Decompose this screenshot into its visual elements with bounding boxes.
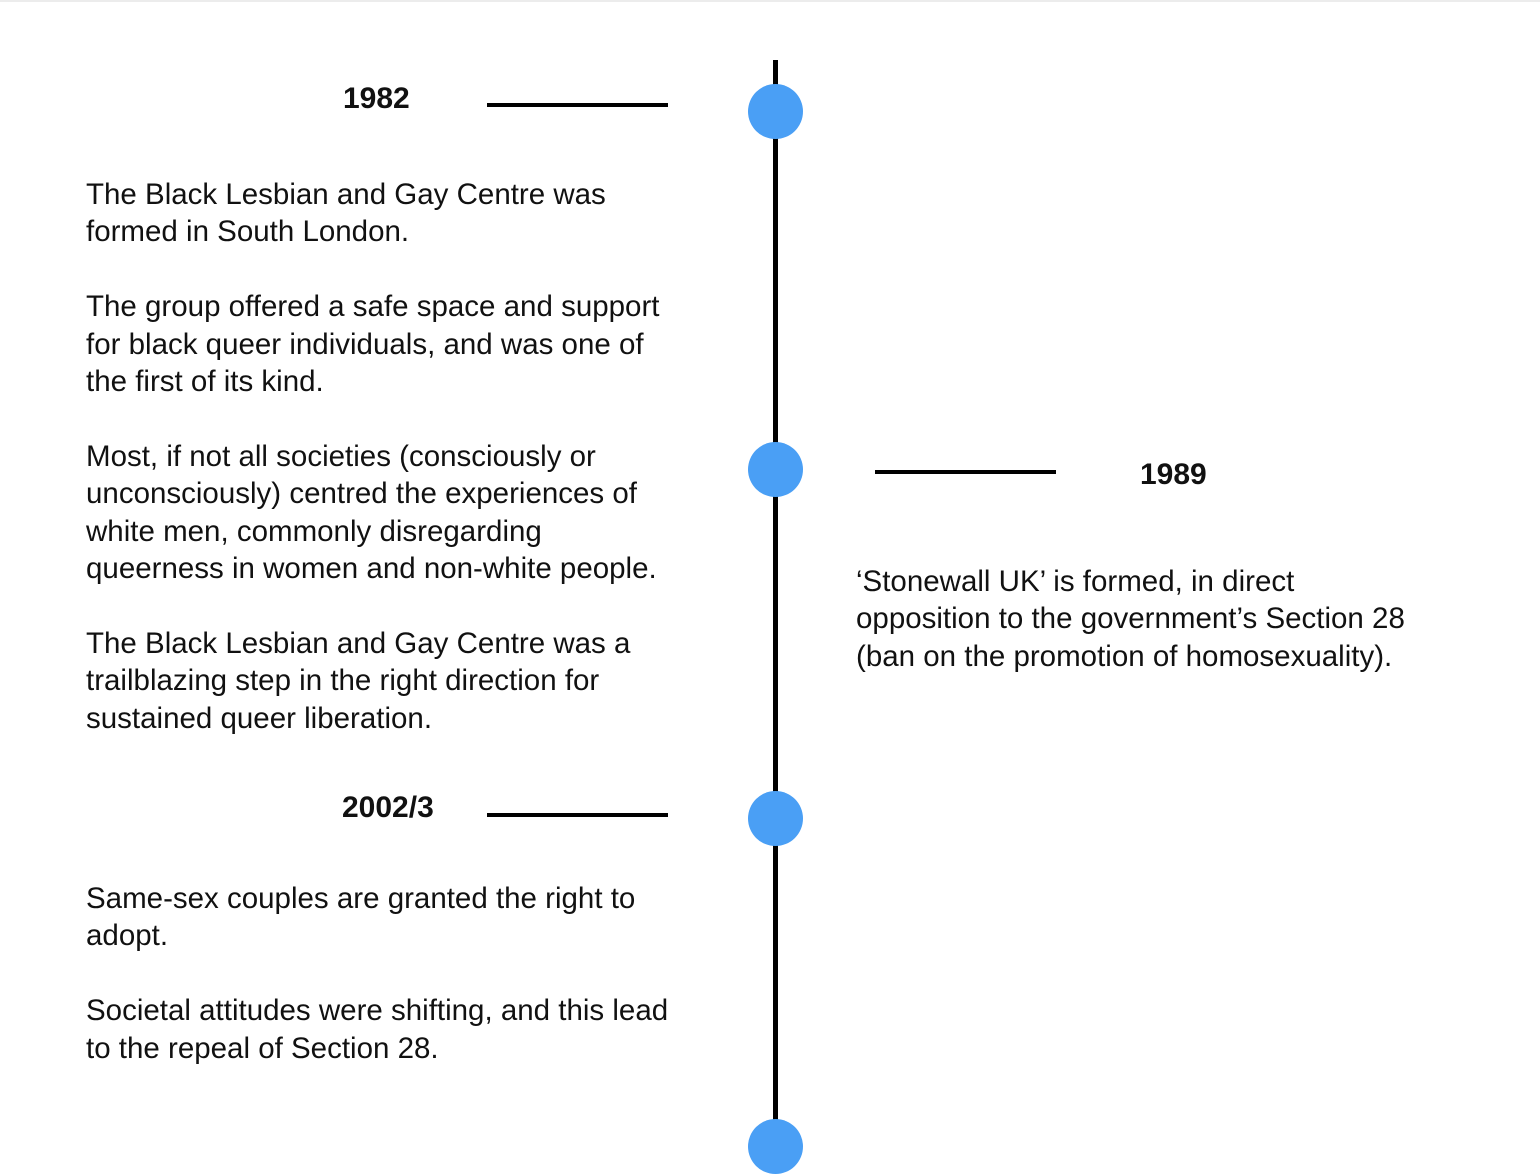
event-description-1989 xyxy=(856,563,1405,675)
timeline-node-1989 xyxy=(748,442,803,497)
paragraph: The Black Lesbian and Gay Centre was a trailblazing step in the right direction for sustained queer liberation. xyxy=(86,626,631,735)
connector-2002 xyxy=(487,813,668,817)
paragraph: Same-sex couples are granted the right to adopt. xyxy=(86,882,636,953)
event-year-2002: 2002/3 xyxy=(342,791,434,824)
timeline-spine xyxy=(773,60,778,1130)
event-year-1989: 1989 xyxy=(1140,458,1207,491)
connector-1989 xyxy=(875,470,1056,474)
timeline-node-1982 xyxy=(748,84,803,139)
connector-1982 xyxy=(487,103,668,107)
timeline-node-next xyxy=(748,1119,803,1174)
event-description-1982 xyxy=(86,176,659,737)
paragraph: ‘Stonewall UK’ is formed, in direct opposition to the government’s Section 28 (ban on the promotion of homosexuality). xyxy=(856,565,1405,673)
top-divider xyxy=(0,0,1540,2)
timeline-node-2002 xyxy=(748,791,803,846)
event-description-2002 xyxy=(86,880,668,1067)
paragraph: Most, if not all societies (consciously or unconsciously) centred the experiences of white men, commonly disregarding queerness in women and non-white people. xyxy=(86,439,657,586)
paragraph: The group offered a safe space and support for black queer individuals, and was one of the first of its kind. xyxy=(86,290,660,399)
paragraph: Societal attitudes were shifting, and this lead to the repeal of Section 28. xyxy=(86,994,669,1065)
event-year-1982: 1982 xyxy=(343,82,410,115)
paragraph: The Black Lesbian and Gay Centre was formed in South London. xyxy=(86,178,606,249)
